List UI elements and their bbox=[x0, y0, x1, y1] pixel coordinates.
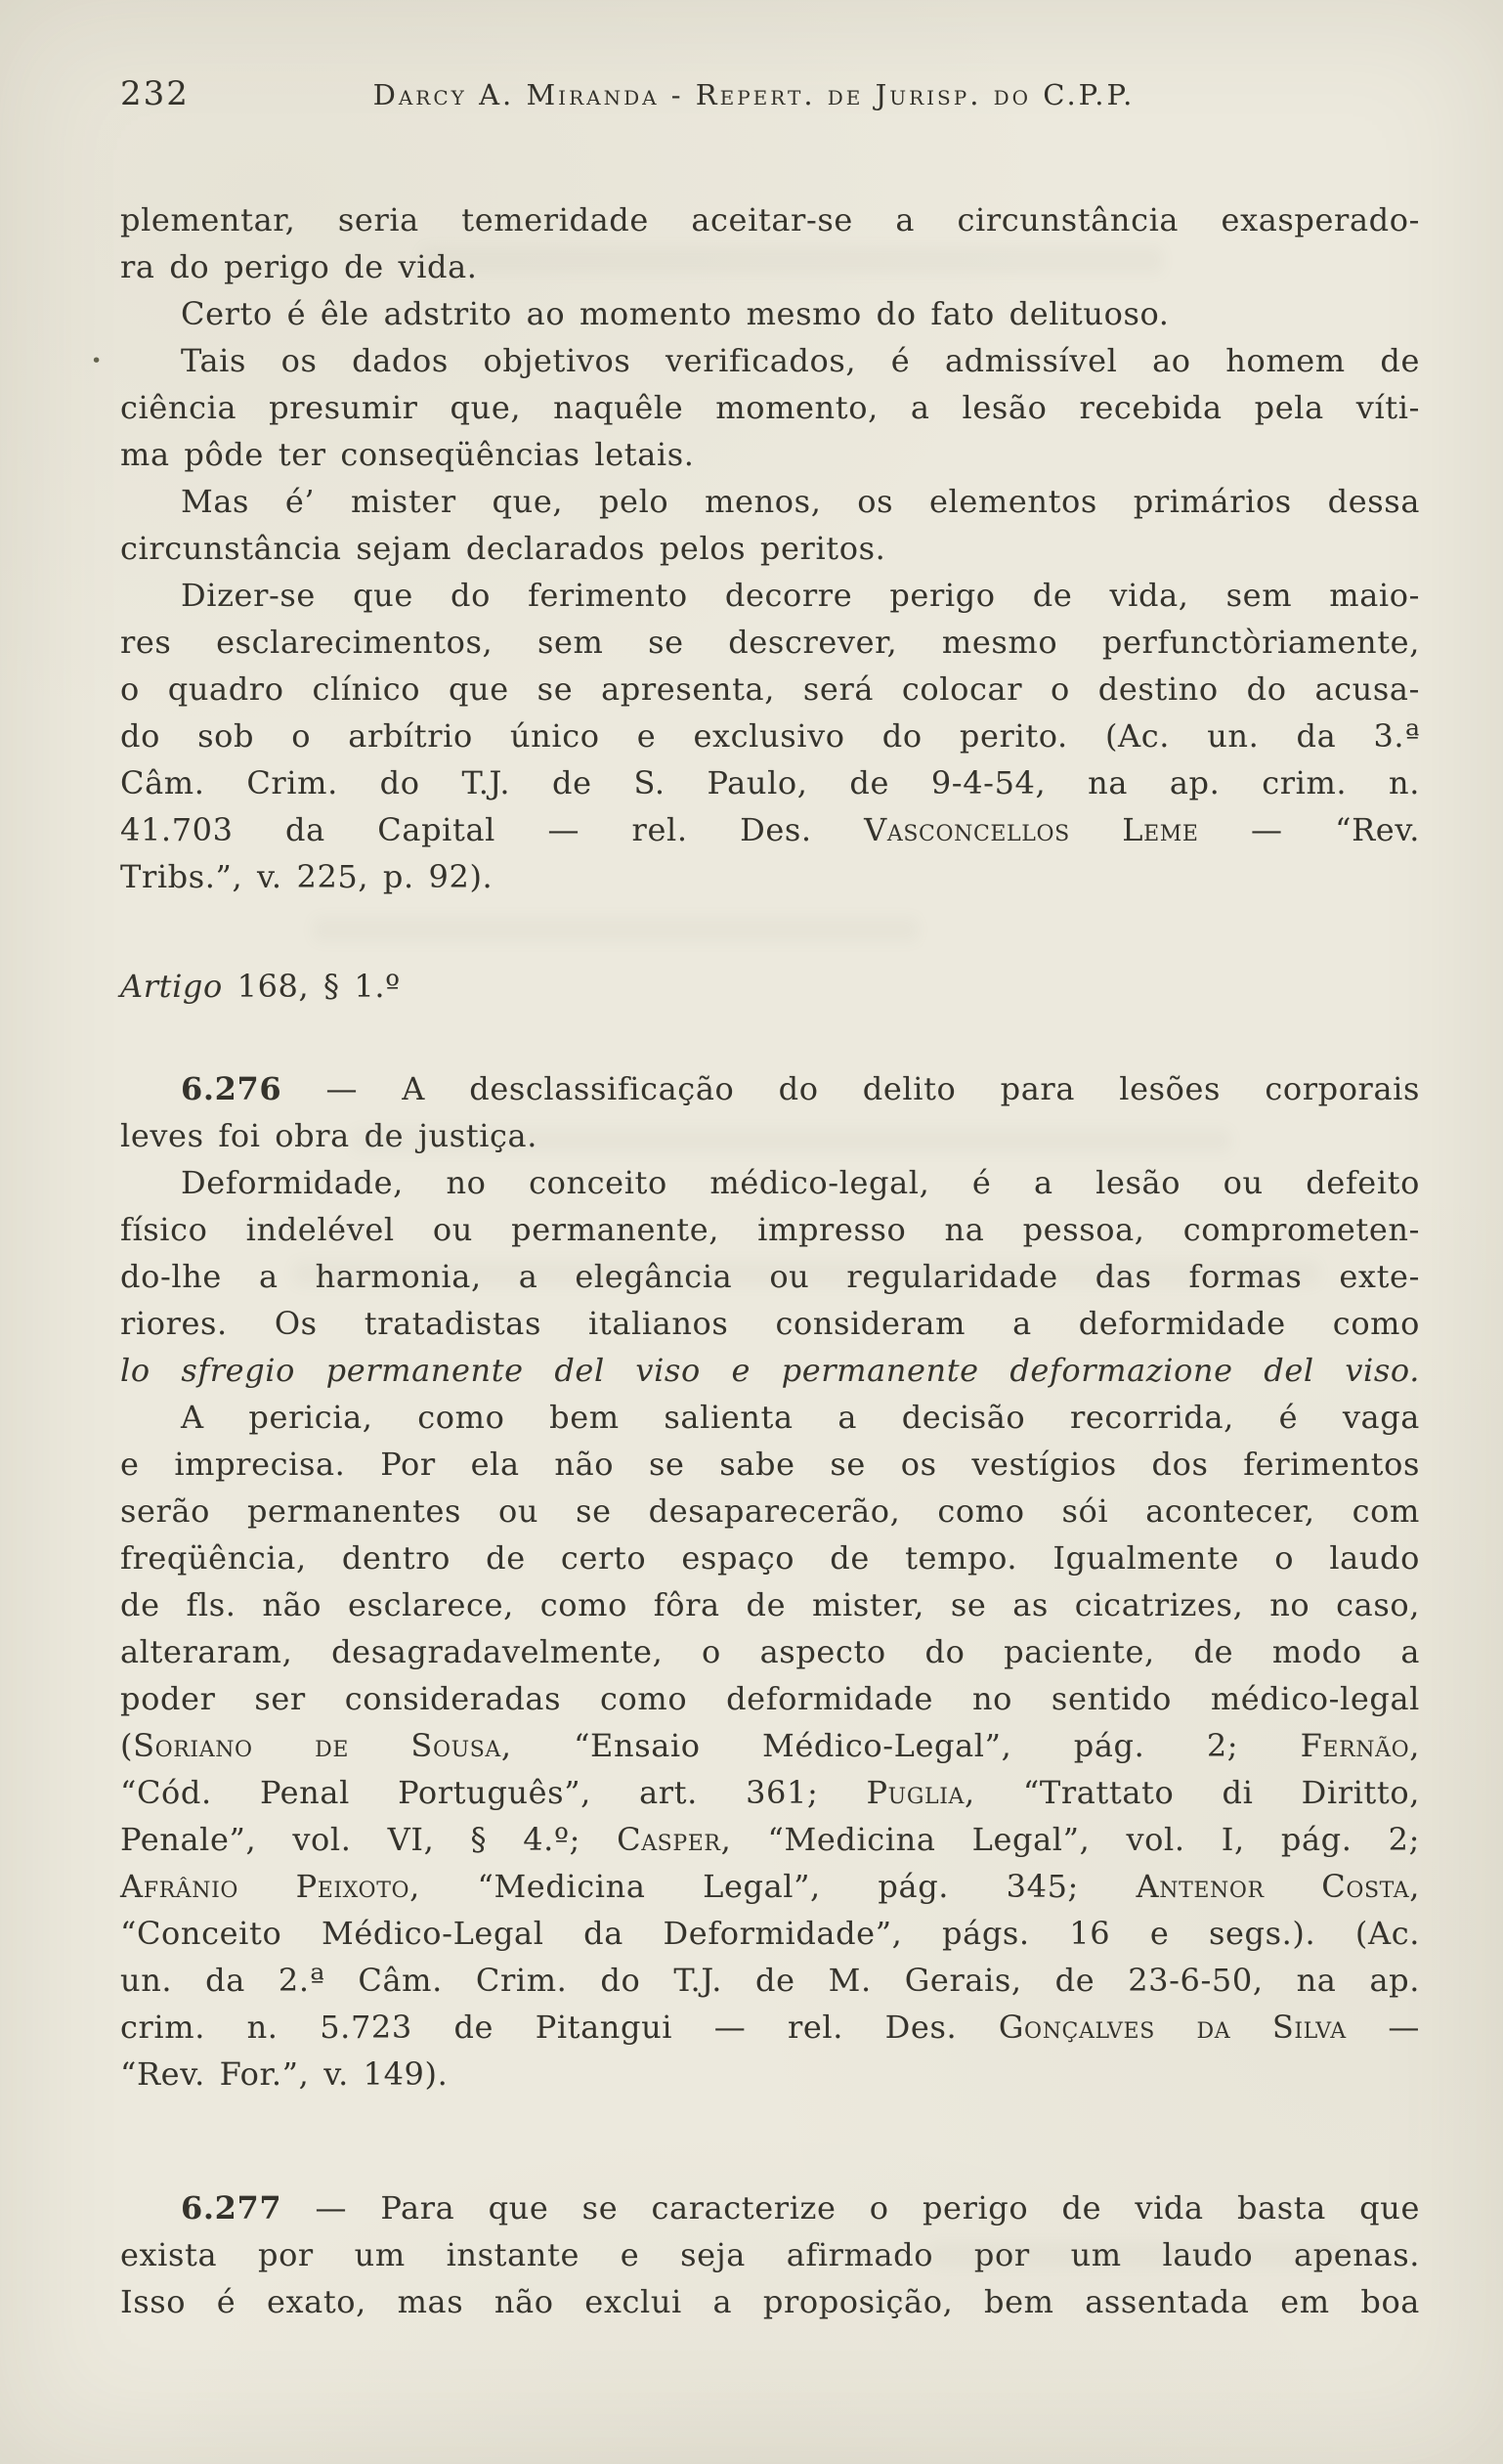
text-line: ma pôde ter conseqüências letais. bbox=[120, 436, 695, 473]
text-line: e imprecisa. Por ela não se sabe se os vestígios dos ferimentos bbox=[120, 1446, 1420, 1483]
paragraph-mas bbox=[120, 478, 1420, 572]
paragraph-deformidade bbox=[120, 1159, 1420, 1394]
heading-artigo-168 bbox=[120, 963, 1420, 1010]
text-line: alteraram, desagradavelmente, o aspecto do paciente, de modo a bbox=[120, 1633, 1420, 1670]
text-line: Isso é exato, mas não exclui a proposição, bem assentada em boa bbox=[120, 2283, 1420, 2320]
text-line: riores. Os tratadistas italianos consideram a deformidade como bbox=[120, 1305, 1420, 1342]
text-line: 6.276 — A desclassificação do delito para lesões corporais bbox=[181, 1070, 1420, 1107]
text-line: Afrânio Peixoto, “Medicina Legal”, pág. 345; Antenor Costa, bbox=[120, 1868, 1420, 1905]
text-line: (Soriano de Sousa, “Ensaio Médico-Legal”, pág. 2; Fernão, bbox=[120, 1727, 1420, 1764]
text-line: Dizer-se que do ferimento decorre perigo de vida, sem maio- bbox=[181, 577, 1420, 614]
text-line: o quadro clínico que se apresenta, será colocar o destino do acusa- bbox=[120, 670, 1420, 708]
text-line: leves foi obra de justiça. bbox=[120, 1117, 538, 1154]
paragraph-continuation bbox=[120, 196, 1420, 290]
text-line: Penale”, vol. VI, § 4.º; Casper, “Medicina Legal”, vol. I, pág. 2; bbox=[120, 1821, 1421, 1858]
text-line: físico indelével ou permanente, impresso na pessoa, comprometen- bbox=[120, 1211, 1420, 1248]
text-line: do sob o arbítrio único e exclusivo do perito. (Ac. un. da 3.ª bbox=[120, 717, 1420, 755]
paragraph-dizer-se bbox=[120, 572, 1420, 900]
text-line: ciência presumir que, naquêle momento, a lesão recebida pela víti- bbox=[120, 389, 1420, 426]
page-number: 232 bbox=[120, 74, 190, 113]
text-line: lo sfregio permanente del viso e permanente deformazione del viso. bbox=[120, 1352, 1420, 1389]
text-line: Câm. Crim. do T.J. de S. Paulo, de 9-4-54, na ap. crim. n. bbox=[120, 764, 1420, 801]
text-line: 6.277 — Para que se caracterize o perigo de vida basta que bbox=[181, 2189, 1420, 2226]
text-line: serão permanentes ou se desaparecerão, como sói acontecer, com bbox=[120, 1492, 1420, 1530]
text-line: ra do perigo de vida. bbox=[120, 248, 478, 285]
text-line: exista por um instante e seja afirmado por um laudo apenas. bbox=[120, 2236, 1420, 2273]
text-line: Tribs.”, v. 225, p. 92). bbox=[120, 858, 494, 895]
text-line: circunstância sejam declarados pelos peritos. bbox=[120, 530, 886, 567]
text-line: A pericia, como bem salienta a decisão recorrida, é vaga bbox=[181, 1399, 1420, 1436]
text-line: Deformidade, no conceito médico-legal, é a lesão ou defeito bbox=[181, 1164, 1420, 1201]
paragraph-6277 bbox=[120, 2184, 1420, 2325]
text-body bbox=[91, 196, 1421, 2325]
text-line: de fls. não esclarece, como fôra de mister, se as cicatrizes, no caso, bbox=[120, 1586, 1420, 1623]
text-line: crim. n. 5.723 de Pitangui — rel. Des. Gonçalves da Silva — bbox=[120, 2009, 1420, 2046]
margin-mark: • bbox=[91, 350, 103, 371]
text-line: un. da 2.ª Câm. Crim. do T.J. de M. Gerais, de 23-6-50, na ap. bbox=[120, 1962, 1420, 1999]
text-line: “Conceito Médico-Legal da Deformidade”, págs. 16 e segs.). (Ac. bbox=[120, 1915, 1420, 1952]
text-line: Certo é êle adstrito ao momento mesmo do fato delituoso. bbox=[181, 295, 1170, 332]
text-line: plementar, seria temeridade aceitar-se a circunstância exasperado- bbox=[120, 201, 1420, 238]
paragraph-tais bbox=[91, 337, 1420, 478]
text-line: res esclarecimentos, sem se descrever, mesmo perfunctòriamente, bbox=[120, 624, 1420, 661]
running-title: Darcy A. Miranda - Repert. de Jurisp. do C.P.P. bbox=[372, 78, 1136, 111]
page-header bbox=[120, 72, 1388, 117]
paragraph-6276 bbox=[120, 1065, 1420, 1159]
section-heading: Artigo 168, § 1.º bbox=[120, 968, 401, 1005]
paragraph-certo bbox=[120, 290, 1420, 337]
text-line: • Tais os dados objetivos verificados, é admissível ao homem de bbox=[120, 337, 1420, 384]
text-line: Mas é’ mister que, pelo menos, os elementos primários dessa bbox=[181, 483, 1420, 520]
text-line: freqüência, dentro de certo espaço de tempo. Igualmente o laudo bbox=[120, 1539, 1420, 1577]
text-line: 41.703 da Capital — rel. Des. Vasconcellos Leme — “Rev. bbox=[120, 811, 1420, 848]
text-line: poder ser consideradas como deformidade no sentido médico-legal bbox=[120, 1680, 1420, 1717]
paragraph-pericia bbox=[120, 1394, 1420, 2097]
text-line: “Cód. Penal Português”, art. 361; Puglia, “Trattato di Diritto, bbox=[120, 1774, 1420, 1811]
text-line: do-lhe a harmonia, a elegância ou regularidade das formas exte- bbox=[120, 1258, 1420, 1295]
text-line: “Rev. For.”, v. 149). bbox=[120, 2055, 449, 2093]
